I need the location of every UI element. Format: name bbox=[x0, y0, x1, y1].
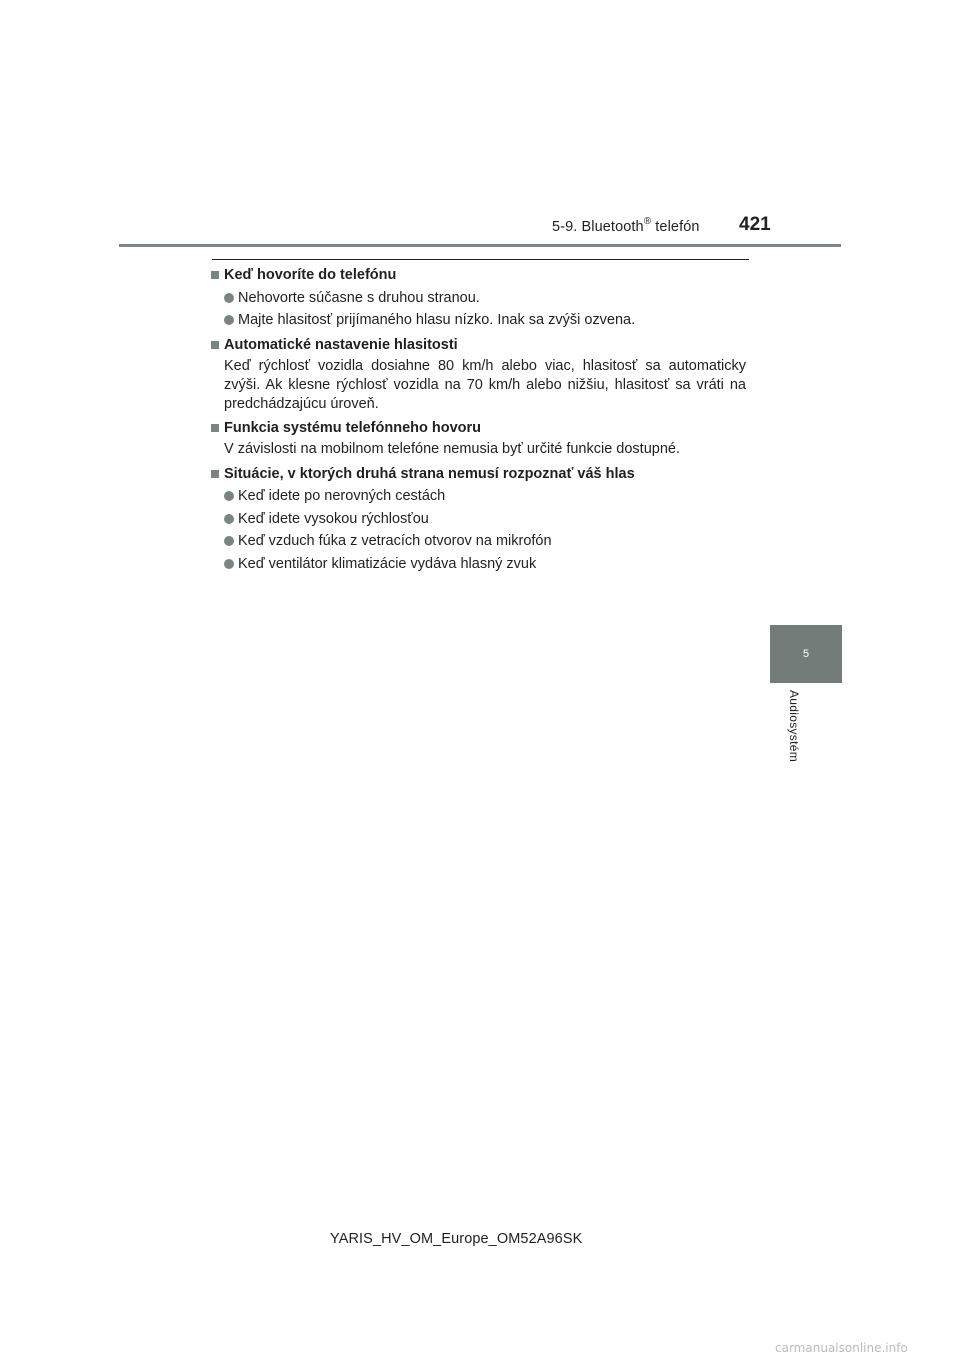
chapter-title: Audiosystém bbox=[787, 690, 801, 762]
section-heading: Funkcia systému telefónneho hovoru bbox=[211, 419, 746, 438]
list-item: Nehovorte súčasne s druhou stranou. bbox=[211, 289, 746, 308]
list-item: Majte hlasitosť prijímaného hlasu nízko. Inak sa zvýši ozvena. bbox=[211, 311, 746, 330]
content-divider bbox=[212, 259, 749, 260]
circle-bullet-icon bbox=[224, 536, 234, 546]
watermark: carmanualsonline.info bbox=[775, 1341, 908, 1355]
section-header bbox=[552, 216, 700, 235]
list-item: Keď vzduch fúka z vetracích otvorov na mikrofón bbox=[211, 532, 746, 551]
section-heading: Automatické nastavenie hlasitosti bbox=[211, 336, 746, 355]
circle-bullet-icon bbox=[224, 491, 234, 501]
chapter-tab bbox=[770, 625, 842, 683]
page-number: 421 bbox=[739, 214, 771, 235]
square-bullet-icon bbox=[211, 271, 219, 279]
section-heading: Situácie, v ktorých druhá strana nemusí rozpoznať váš hlas bbox=[211, 465, 746, 484]
header-divider bbox=[119, 244, 841, 247]
list-item: Keď idete po nerovných cestách bbox=[211, 487, 746, 506]
circle-bullet-icon bbox=[224, 315, 234, 325]
page-content bbox=[211, 264, 746, 574]
circle-bullet-icon bbox=[224, 293, 234, 303]
square-bullet-icon bbox=[211, 424, 219, 432]
list-item: Keď ventilátor klimatizácie vydáva hlasný zvuk bbox=[211, 555, 746, 574]
circle-bullet-icon bbox=[224, 559, 234, 569]
square-bullet-icon bbox=[211, 341, 219, 349]
paragraph: Keď rýchlosť vozidla dosiahne 80 km/h alebo viac, hlasitosť sa automaticky zvýši. Ak klesne rýchlosť vozidla na 70 km/h alebo nižšiu, hlasitosť sa vráti na predchádzajúcu úroveň. bbox=[224, 357, 746, 412]
section-title-suffix: telefón bbox=[651, 219, 700, 235]
section-heading: Keď hovoríte do telefónu bbox=[211, 266, 746, 285]
registered-mark: ® bbox=[643, 216, 652, 228]
document-id: YARIS_HV_OM_Europe_OM52A96SK bbox=[330, 1231, 583, 1247]
chapter-number: 5 bbox=[802, 648, 810, 660]
square-bullet-icon bbox=[211, 470, 219, 478]
list-item: Keď idete vysokou rýchlosťou bbox=[211, 510, 746, 529]
paragraph: V závislosti na mobilnom telefóne nemusia byť určité funkcie dostupné. bbox=[224, 441, 680, 457]
section-title: 5-9. Bluetooth bbox=[552, 219, 644, 235]
circle-bullet-icon bbox=[224, 514, 234, 524]
